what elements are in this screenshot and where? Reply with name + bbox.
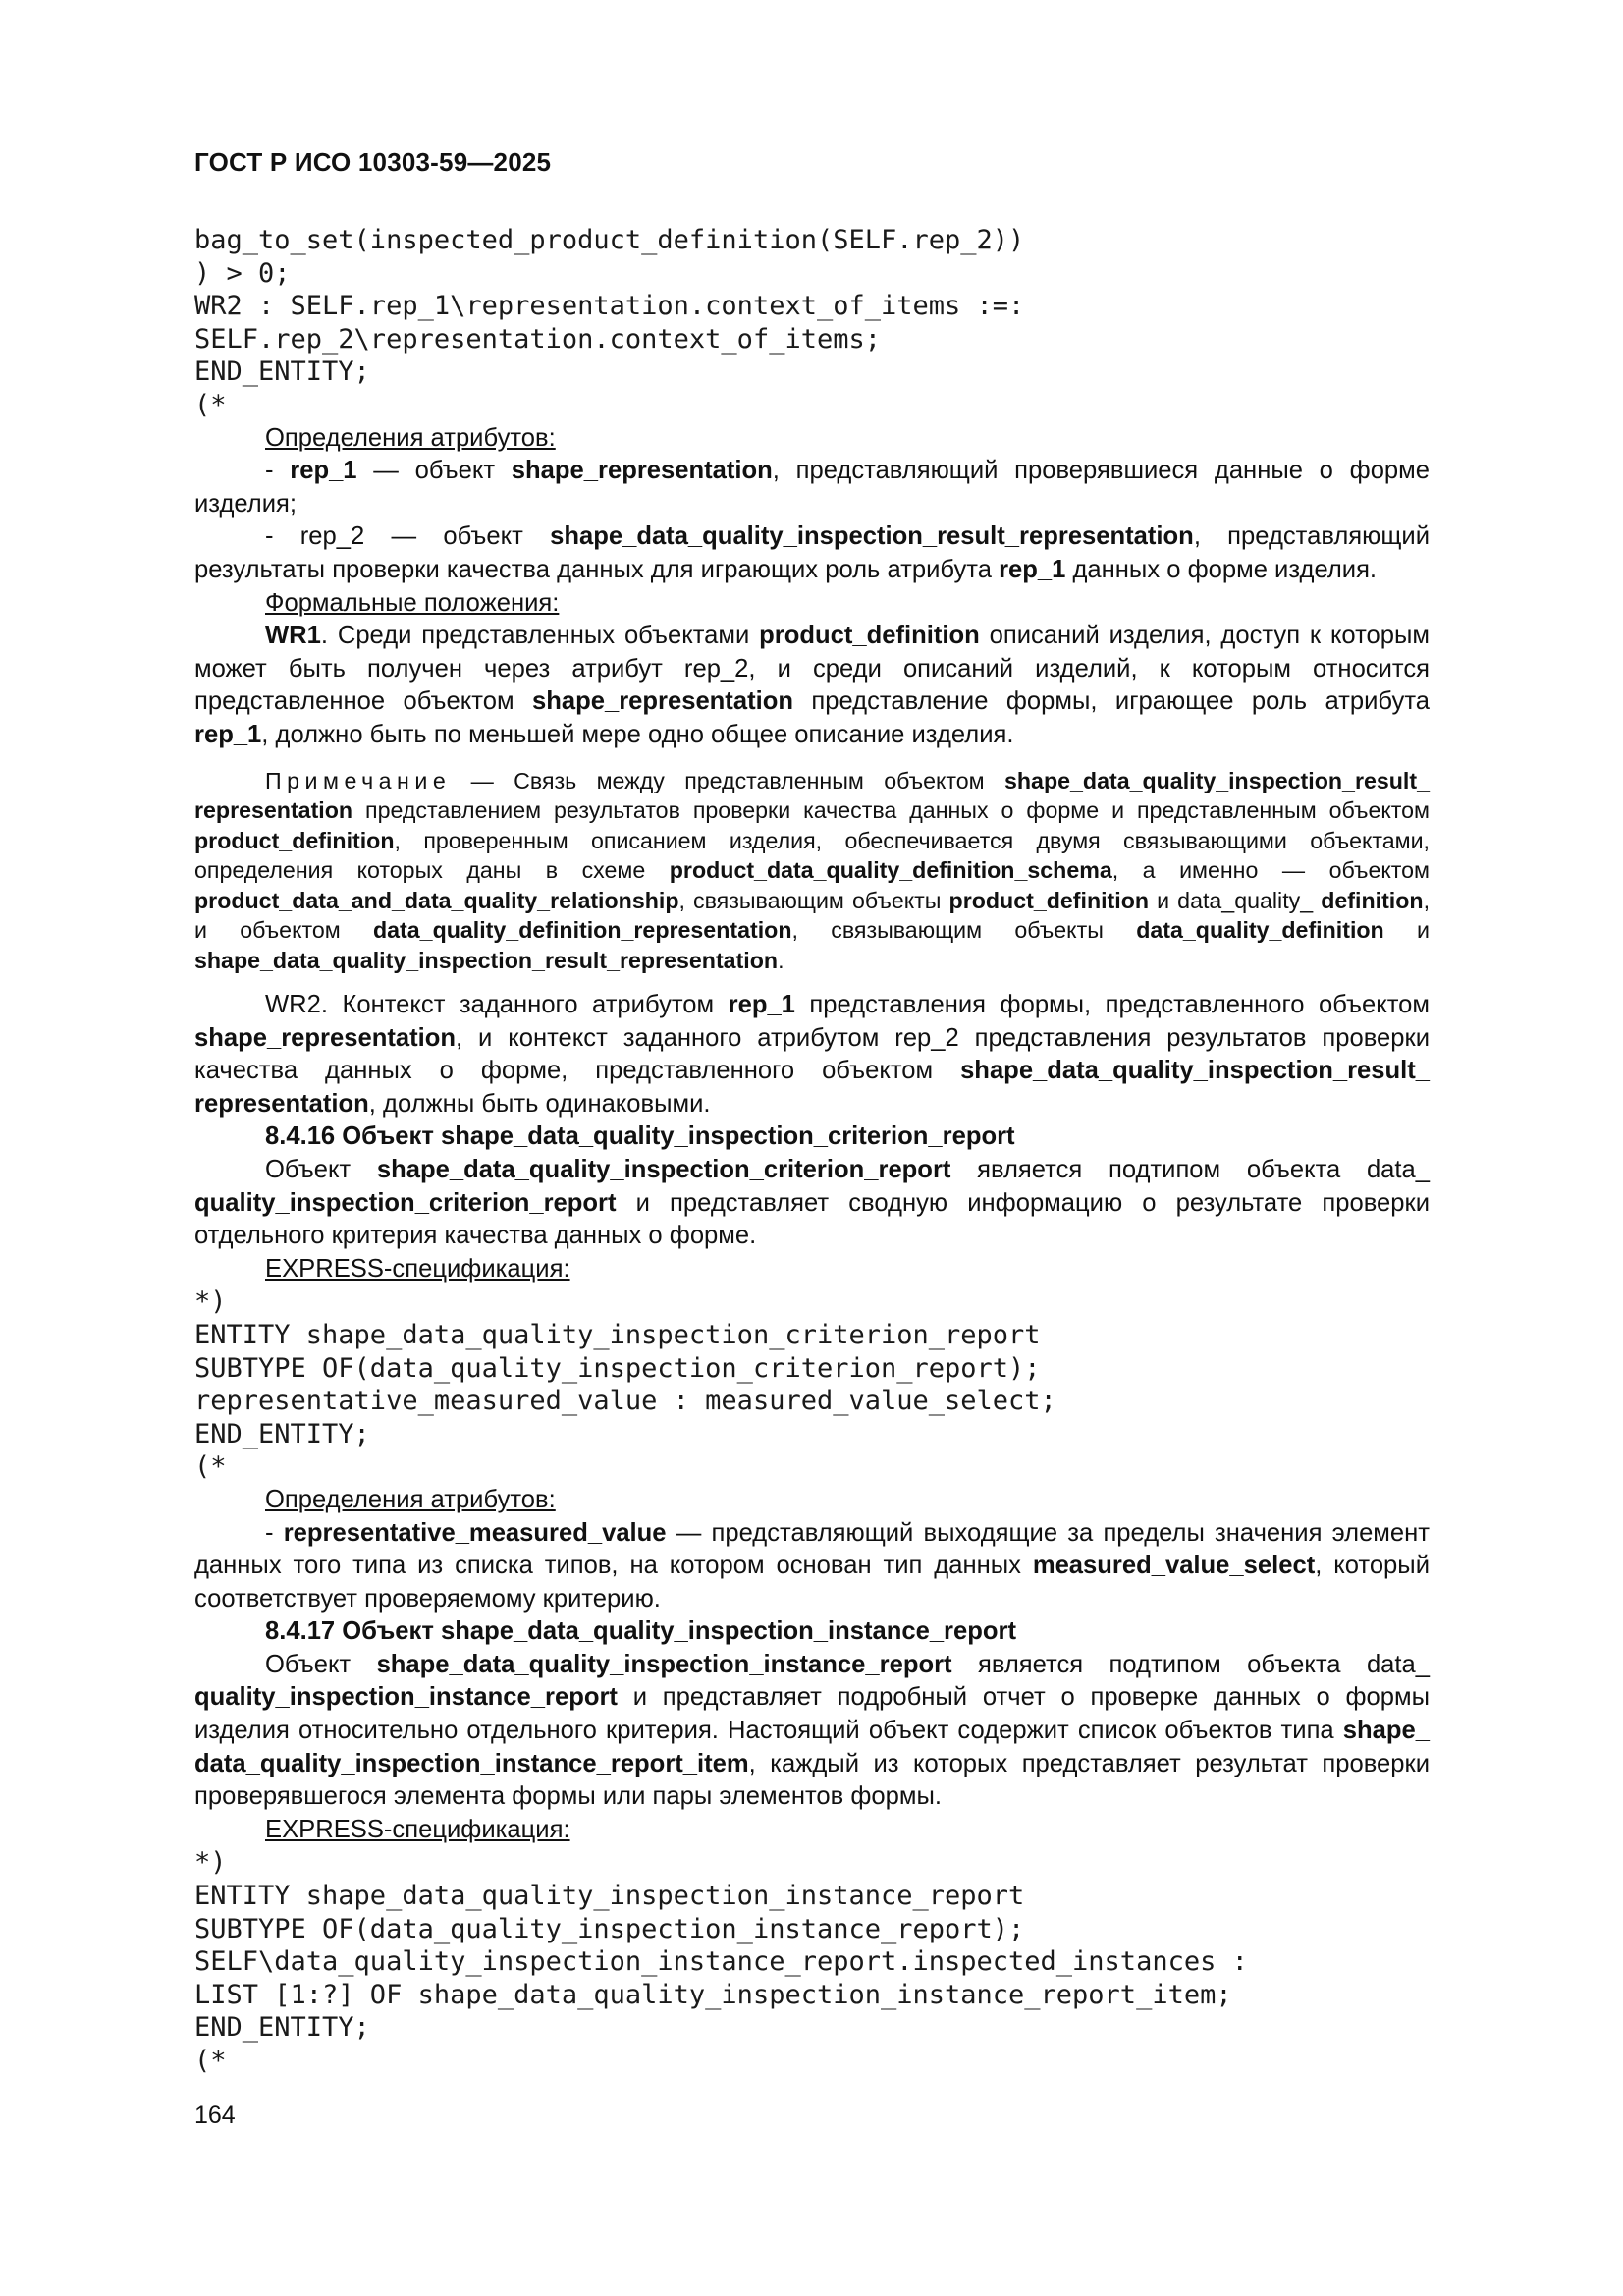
code-line: ) > 0;: [194, 257, 291, 289]
code-line: END_ENTITY;: [194, 2012, 370, 2044]
code-line: (*: [194, 2046, 227, 2076]
section-8-4-17-description: Объект shape_data_quality_inspection_instance_report является подтипом объекта data_ quality_inspection_instance_report и представляет подробный отчет о проверке данных о формы изделия относительно отдельного критерия. Настоящий объект содержит список объектов типа shape_ data_quality_inspection_instance_report_item, каждый из которых представляет результат проверки проверявшегося элемента формы или пары элементов формы.: [194, 1650, 1430, 1811]
express-specification-title: EXPRESS-спецификация:: [265, 1254, 570, 1283]
code-line: SUBTYPE OF(data_quality_inspection_instance_report);: [194, 1913, 1025, 1944]
note-paragraph: Примечание — Связь между представленным объектом shape_data_quality_inspection_result_ representation представлением результатов проверки качества данных о форме и представленным объектом product_definition, проверенным описанием изделия, обеспечивается двумя связывающими объектами, определения которых даны в схеме product_data_quality_definition_schema, а именно — объектом product_data_and_data_quality_relationship, связывающим объекты product_definition и data_quality_ definition, и объектом data_quality_definition_representation, связывающим объекты data_quality_definition и shape_data_quality_inspection_result_representation.: [194, 767, 1431, 973]
attribute-definitions-title: Определения атрибутов:: [265, 423, 556, 452]
code-line: bag_to_set(inspected_product_definition(SELF.rep_2)): [194, 225, 1025, 255]
express-code-block: [194, 1846, 1430, 2077]
code-line: LIST [1:?] OF shape_data_quality_inspection_instance_report_item;: [194, 1979, 1232, 2010]
code-line: ENTITY shape_data_quality_inspection_criterion_report: [194, 1319, 1041, 1350]
attribute-definitions-title: Определения атрибутов:: [265, 1485, 556, 1513]
rule-wr2: WR2. Контекст заданного атрибутом rep_1 представления формы, представленного объектом shape_representation, и контекст заданного атрибутом rep_2 представления результатов проверки качества данных о форме, представленного объектом shape_data_quality_inspection_result_ representation, должны быть одинаковыми.: [194, 991, 1431, 1118]
code-line: END_ENTITY;: [194, 356, 370, 388]
code-line: SELF.rep_2\representation.context_of_items;: [194, 323, 881, 355]
page-content: [194, 224, 1430, 2078]
code-line: (*: [194, 1451, 227, 1483]
page-header: ГОСТ Р ИСО 10303-59—2025: [194, 147, 552, 177]
code-line: SUBTYPE OF(data_quality_inspection_criterion_report);: [194, 1352, 1041, 1384]
section-heading-8-4-17: 8.4.17 Объект shape_data_quality_inspection_instance_report: [265, 1617, 1017, 1646]
code-line: END_ENTITY;: [194, 1418, 370, 1449]
express-code-block: [194, 224, 1430, 422]
code-line: (*: [194, 389, 227, 420]
formal-propositions-title: Формальные положения:: [265, 588, 560, 617]
express-specification-title: EXPRESS-спецификация:: [265, 1815, 570, 1843]
code-line: *): [194, 1847, 227, 1879]
code-line: WR2 : SELF.rep_1\representation.context_of_items :=:: [194, 291, 1025, 322]
rule-wr1: WR1. Среди представленных объектами product_definition описаний изделия, доступ к которым может быть получен через атрибут rep_2, и среди описаний изделий, к которым относится представленное объектом shape_representation представление формы, играющее роль атрибута rep_1, должно быть по меньшей мере одно общее описание изделия.: [194, 622, 1430, 748]
attribute-definition-rep-2: - rep_2 — объект shape_data_quality_inspection_result_representation, представляющий результаты проверки качества данных для играющих роль атрибута rep_1 данных о форме изделия.: [194, 522, 1430, 583]
section-8-4-16-description: Объект shape_data_quality_inspection_criterion_report является подтипом объекта data_ quality_inspection_criterion_report и представляет сводную информацию о результате проверки отдельного критерия качества данных о форме.: [194, 1155, 1430, 1250]
section-heading-8-4-16: 8.4.16 Объект shape_data_quality_inspection_criterion_report: [265, 1122, 1015, 1151]
code-line: representative_measured_value : measured_value_select;: [194, 1386, 1056, 1417]
page-number: 164: [194, 2102, 236, 2129]
code-line: ENTITY shape_data_quality_inspection_instance_report: [194, 1881, 1025, 1912]
express-code-block: [194, 1285, 1430, 1484]
code-line: SELF\data_quality_inspection_instance_report.inspected_instances :: [194, 1946, 1248, 1978]
note-label: Примечание: [265, 767, 452, 793]
attribute-definition-representative-measured-value: - representative_measured_value — представляющий выходящие за пределы значения элемент данных того типа из списка типов, на котором основан тип данных measured_value_select, который соответствует проверяемому критерию.: [194, 1518, 1430, 1613]
attribute-definition-rep-1: - rep_1 — объект shape_representation, представляющий проверявшиеся данные о форме изделия;: [194, 457, 1430, 518]
code-line: *): [194, 1286, 227, 1318]
